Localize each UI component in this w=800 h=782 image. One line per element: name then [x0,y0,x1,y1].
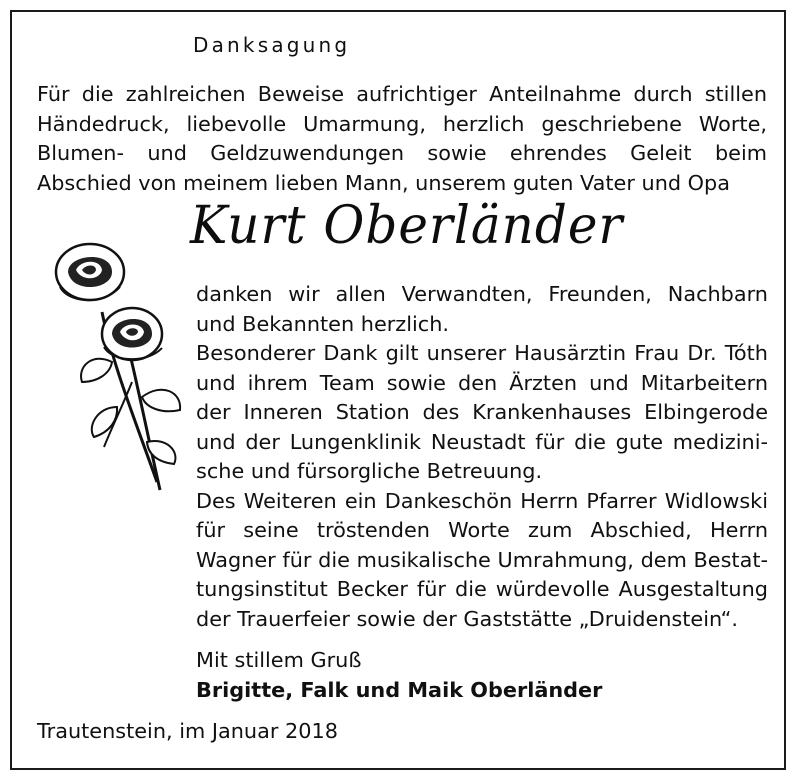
body-line: sche und fürsorgliche Betreuung. [196,459,543,483]
intro-line: Blumen- und Geldzuwendungen sowie ehrendes Geleit beim [37,141,767,165]
body-line: und ihrem Team sowie den Ärzten und Mitarbeitern [196,370,768,395]
greeting: Mit stillem Gruß [196,648,362,672]
body-line: und der Lungenklinik Neustadt für die gute medizini- [196,429,768,454]
signers: Brigitte, Falk und Maik Oberländer [196,677,603,702]
body-line: tungsinstitut Becker für die würdevolle Ausgestaltung [196,577,768,601]
body-line: Wagner für die musikalische Umrahmung, dem Bestat- [196,547,768,572]
body-text [196,280,768,634]
place-date: Trautenstein, im Januar 2018 [37,719,338,743]
closing [196,646,602,705]
intro-text [37,80,767,198]
deceased-name: Kurt Oberländer [190,194,624,256]
heading: Danksagung [193,33,351,57]
body-line: für seine tröstenden Worte zum Abschied, Herrn [196,518,768,542]
body-line: der Trauerfeier sowie der Gaststätte „Druidenstein“. [196,606,739,631]
intro-line: Händedruck, liebevolle Umarmung, herzlich geschriebene Worte, [37,111,767,136]
intro-line: Abschied von meinem lieben Mann, unserem guten Vater und Opa [37,170,730,195]
body-line: Des Weiteren ein Dankeschön Herrn Pfarrer Widlowski [196,488,768,513]
roses-icon [42,232,202,502]
body-line: danken wir allen Verwandten, Freunden, Nachbarn [196,282,768,306]
body-line: der Inneren Station des Krankenhauses Elbingerode [196,400,768,424]
intro-line: Für die zahlreichen Beweise aufrichtiger Anteilnahme durch stillen [37,82,767,106]
body-line: und Bekannten herzlich. [196,311,449,336]
body-line: Besonderer Dank gilt unserer Hausärztin Frau Dr. Tóth [196,341,768,365]
